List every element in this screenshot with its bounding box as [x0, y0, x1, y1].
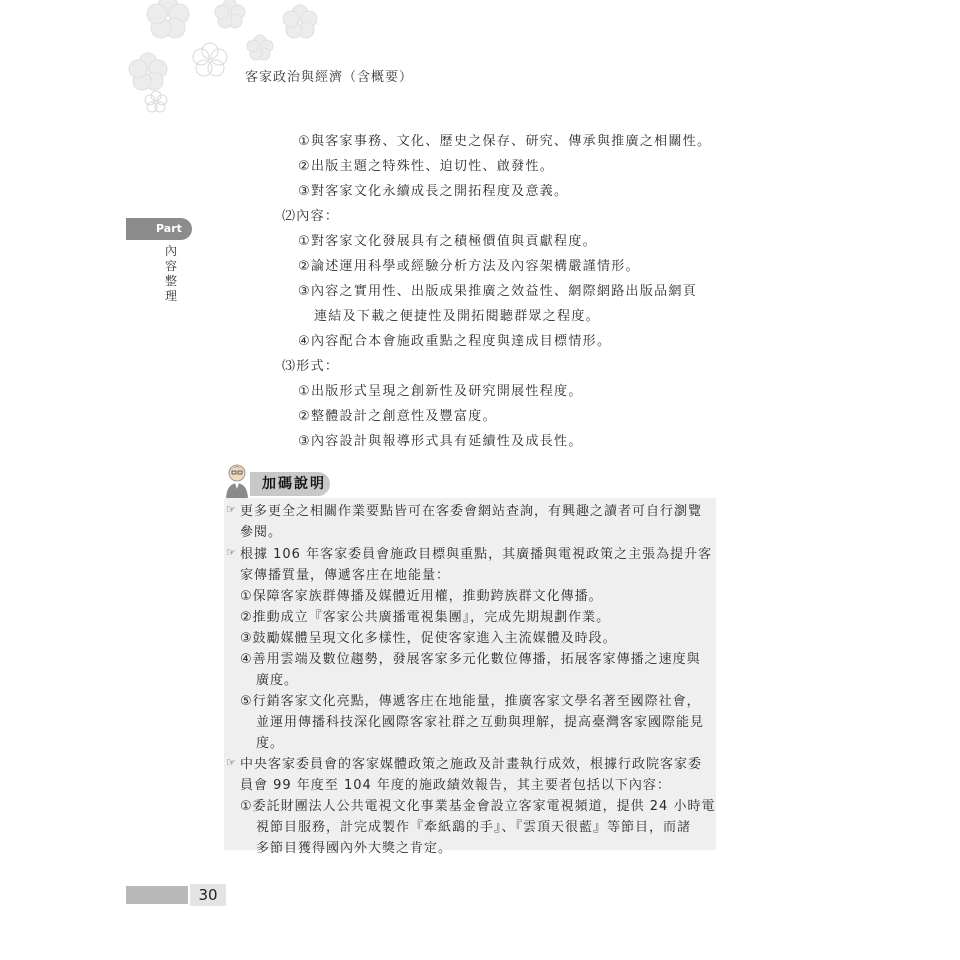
side-title-char: 理 [164, 289, 177, 303]
info-line: 根據 106 年客家委員會施政目標與重點，其廣播與電視政策之主張為提升客 [240, 547, 713, 562]
pointing-hand-icon: ☞ [226, 756, 236, 769]
info-line: ①保障客家族群傳播及媒體近用權，推動跨族群文化傳播。 [240, 589, 603, 604]
info-line: 並運用傳播科技深化國際客家社群之互動與理解，提高臺灣客家國際能見 [256, 715, 705, 730]
side-title-char: 內 [164, 244, 177, 258]
info-line: 中央客家委員會的客家媒體政策之施政及計畫執行成效，根據行政院客家委 [240, 757, 703, 772]
body-line: ③內容之實用性、出版成果推廣之效益性、網際網路出版品網頁 [298, 284, 698, 299]
info-line: 更多更全之相關作業要點皆可在客委會網站查詢，有興趣之讀者可自行瀏覽 [240, 504, 703, 519]
info-line: ④善用雲端及數位趨勢，發展客家多元化數位傳播，拓展客家傳播之速度與 [240, 652, 701, 667]
body-line: ①出版形式呈現之創新性及研究開展性程度。 [298, 384, 583, 399]
page-number: 30 [190, 884, 226, 906]
teacher-avatar-icon [224, 462, 250, 500]
info-line: 員會 99 年度至 104 年度的施政績效報告，其主要者包括以下內容： [240, 778, 671, 793]
body-subheading: ⑵內容： [282, 209, 340, 224]
body-line: ④內容配合本會施政重點之程度與達成目標情形。 [298, 334, 612, 349]
body-line: ②整體設計之創意性及豐富度。 [298, 409, 497, 424]
side-section-title [163, 244, 179, 304]
info-line: 多節目獲得國內外大獎之肯定。 [256, 841, 453, 856]
running-head: 客家政治與經濟（含概要） [245, 70, 414, 85]
body-line: 連結及下載之便捷性及開拓閱聽群眾之程度。 [314, 309, 601, 324]
footer-bar [126, 886, 188, 904]
pointing-hand-icon: ☞ [226, 546, 236, 559]
side-title-char: 整 [164, 274, 177, 288]
info-line: 度。 [256, 736, 285, 751]
body-line: ①對客家文化發展具有之積極價值與貢獻程度。 [298, 234, 597, 249]
body-subheading: ⑶形式： [282, 359, 340, 374]
side-title-char: 容 [164, 259, 177, 273]
body-line: ③內容設計與報導形式具有延續性及成長性。 [298, 434, 583, 449]
info-line: ①委託財團法人公共電視文化事業基金會設立客家電視頻道，提供 24 小時電 [240, 799, 716, 814]
body-line: ②出版主題之特殊性、迫切性、啟發性。 [298, 159, 555, 174]
info-line: ②推動成立『客家公共廣播電視集團』，完成先期規劃作業。 [240, 610, 611, 625]
info-line: ⑤行銷客家文化亮點，傳遞客庄在地能量，推廣客家文學名著至國際社會， [240, 694, 701, 709]
info-line: 廣度。 [256, 673, 299, 688]
cherry-blossom-decoration [120, 0, 320, 120]
info-line: 視節目服務，計完成製作『牽紙鷂的手』、『雲頂天很藍』等節目，而諸 [256, 820, 692, 835]
info-line: 參閱。 [240, 525, 283, 540]
info-box-title: 加碼說明 [250, 472, 330, 496]
pointing-hand-icon: ☞ [226, 503, 236, 516]
part-tab: Part 1 [126, 218, 192, 240]
info-line: 家傳播質量，傳遞客庄在地能量： [240, 568, 451, 583]
body-line: ③對客家文化永續成長之開拓程度及意義。 [298, 184, 569, 199]
info-line: ③鼓勵媒體呈現文化多樣性，促使客家進入主流媒體及時段。 [240, 631, 617, 646]
body-line: ①與客家事務、文化、歷史之保存、研究、傳承與推廣之相關性。 [298, 134, 712, 149]
body-line: ②論述運用科學或經驗分析方法及內容架構嚴謹情形。 [298, 259, 640, 274]
